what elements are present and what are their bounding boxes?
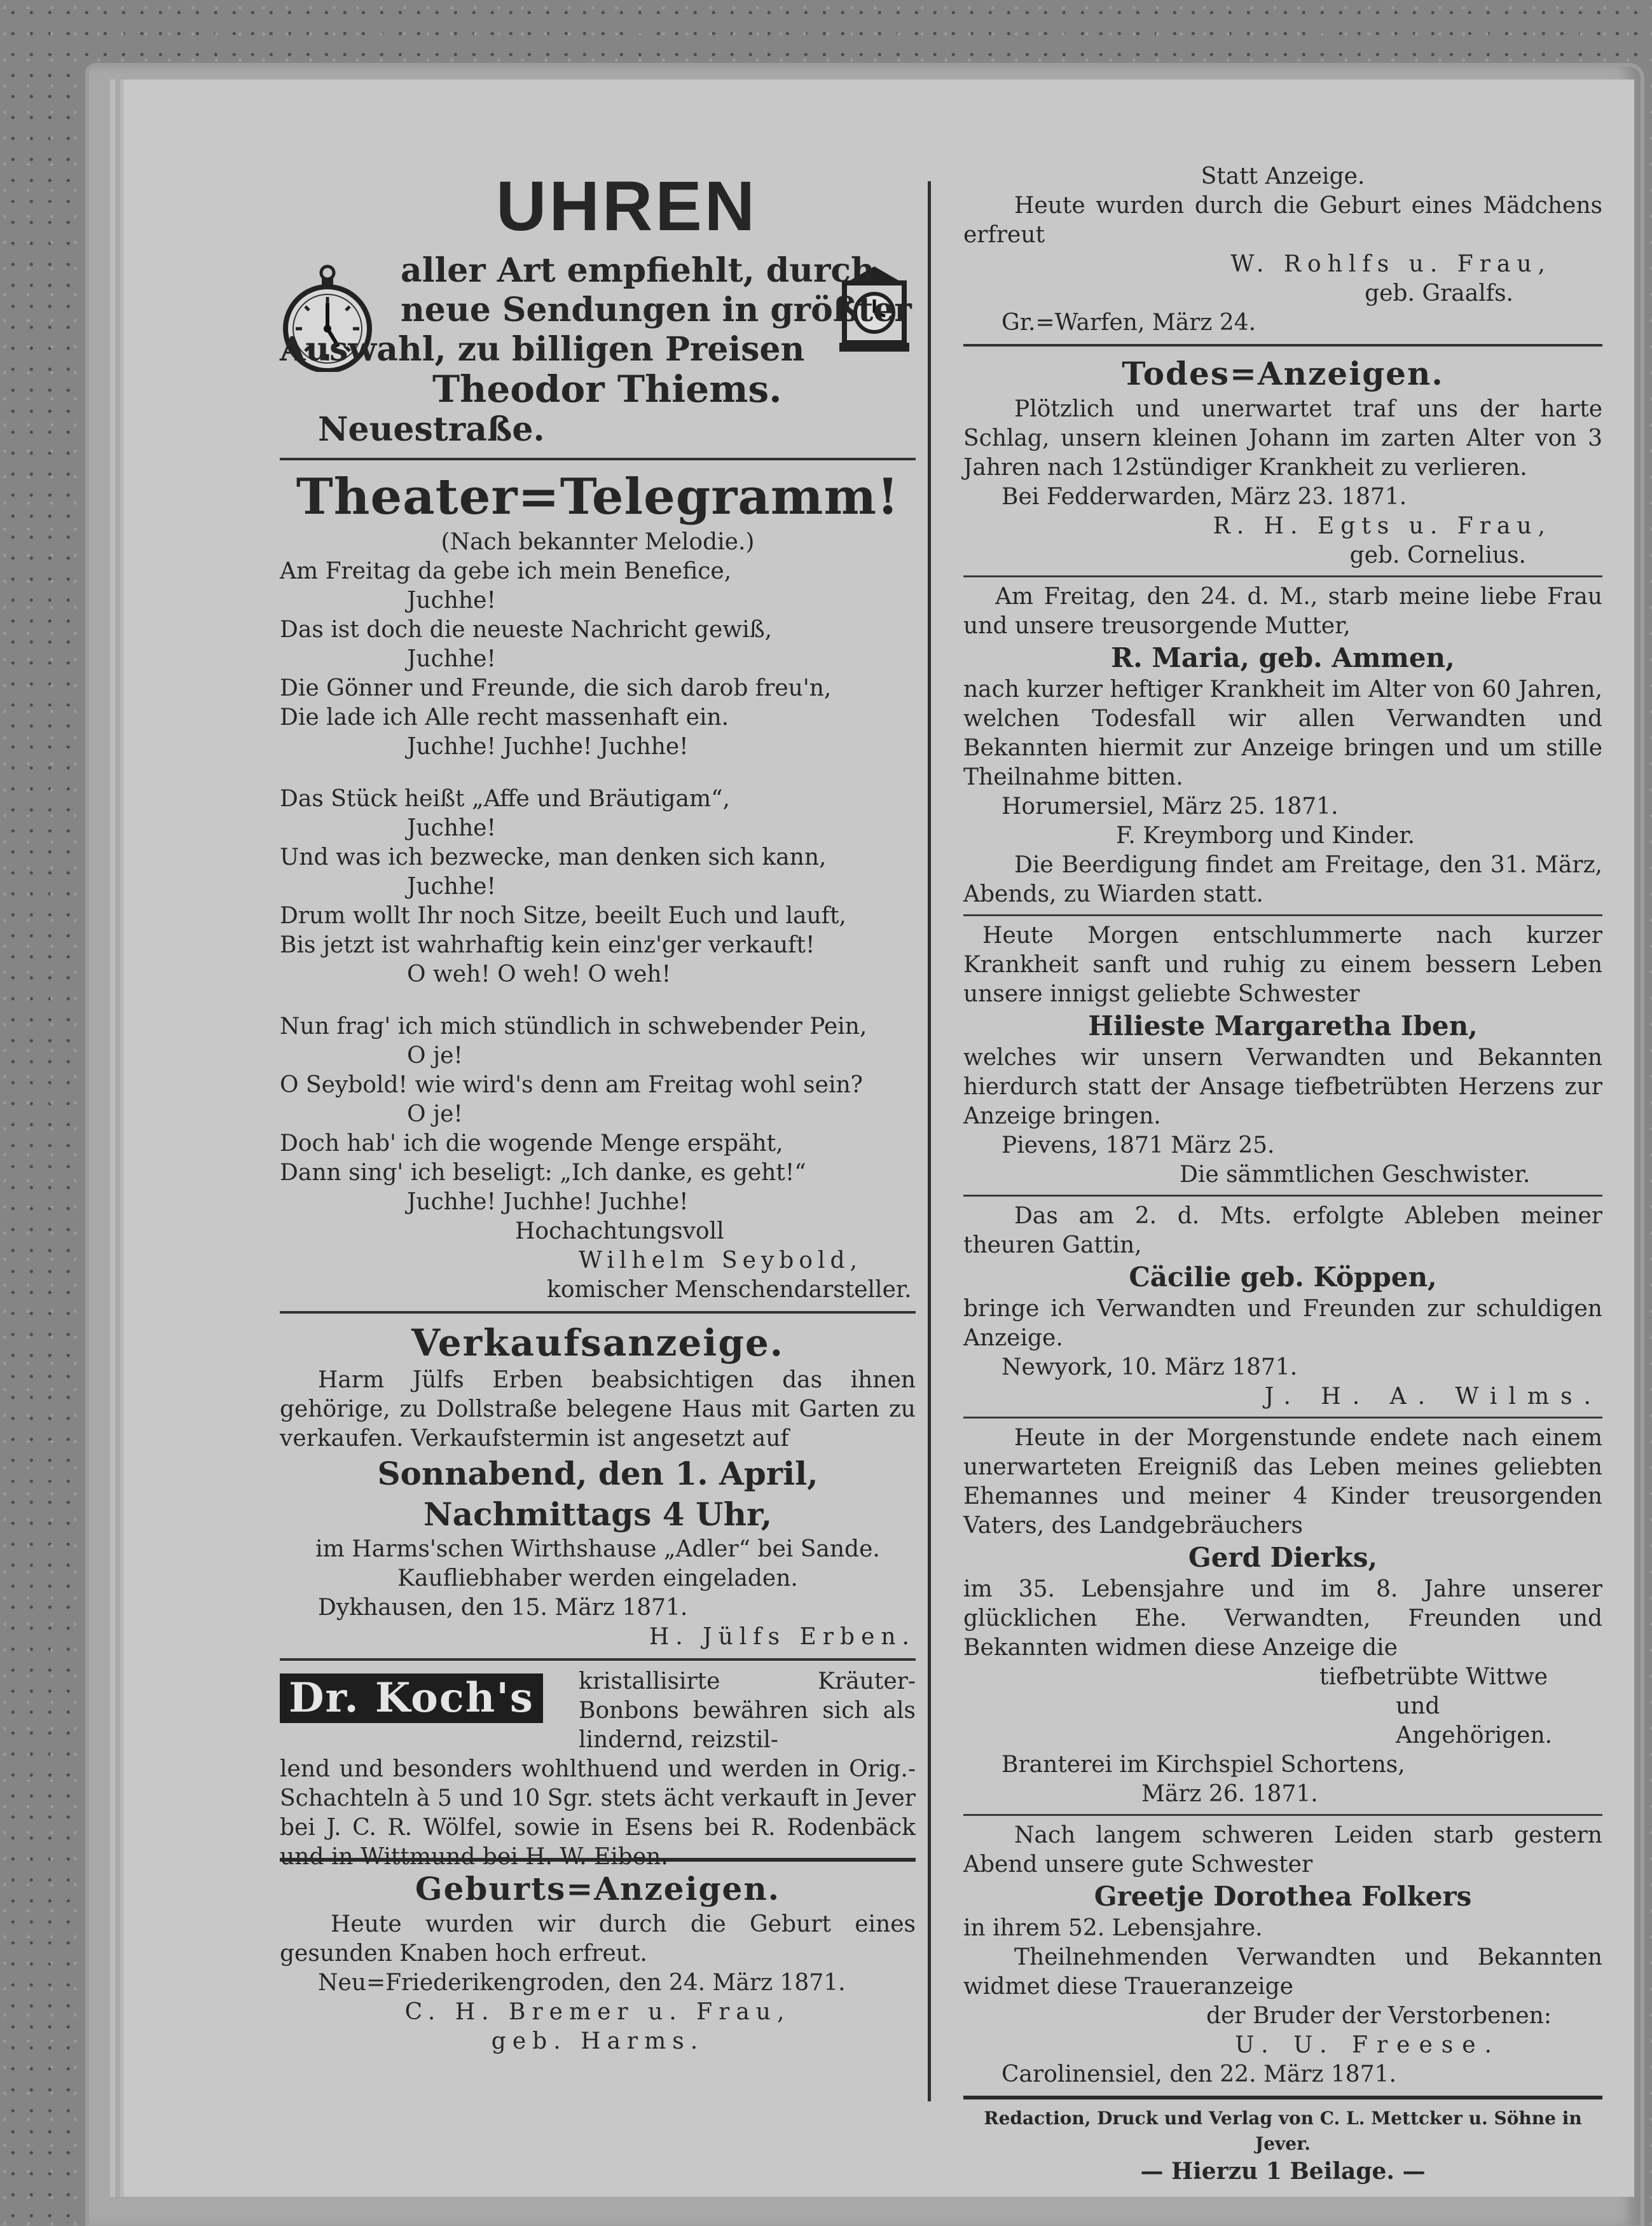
notice-rule bbox=[963, 575, 1602, 577]
right-column bbox=[963, 162, 1602, 2186]
theater-role: komischer Menschendarsteller. bbox=[547, 1277, 912, 1303]
verkauf-time: Nachmittags 4 Uhr, bbox=[423, 1495, 773, 1533]
deceased-name: R. Maria, geb. Ammen, bbox=[1111, 642, 1455, 673]
notice-sign: F. Kreymborg und Kinder. bbox=[1116, 823, 1415, 849]
verkauf-text: Harm Jülfs Erben beabsichtigen das ihnen gehörige, zu Dollstraße belegene Haus mit Garten zu verkaufen. Verkaufstermin ist angesetzt auf bbox=[280, 1367, 916, 1452]
notice-sign: Die sämmtlichen Geschwister. bbox=[1180, 1162, 1531, 1188]
theater-title: Theater=Telegramm! bbox=[296, 468, 900, 526]
column-divider bbox=[928, 181, 931, 2101]
uhren-advertisement bbox=[280, 168, 916, 451]
notice-text: Theilnehmenden Verwandten und Bekannten widmet diese Traueranzeige bbox=[963, 1944, 1602, 2000]
verse-line: O je! bbox=[407, 1043, 463, 1069]
verse-line: Das Stück heißt „Affe und Bräutigam“, bbox=[280, 786, 730, 812]
section-rule bbox=[280, 1658, 916, 1661]
todes-anzeige-5 bbox=[963, 1424, 1602, 1809]
verse-line: Juchhe! Juchhe! Juchhe! bbox=[407, 734, 689, 760]
verse-line: Das ist doch die neueste Nachricht gewiß, bbox=[280, 617, 773, 643]
notice-text: im 35. Lebensjahre und im 8. Jahre unserer glücklichen Ehe. Verwandten, Freunden und Bekannten widmen diese Anzeige die bbox=[963, 1576, 1602, 1661]
notice-text: welches wir unsern Verwandten und Bekannten hierdurch statt der Ansage tiefbetrübten Herzens zur Anzeige bringen. bbox=[963, 1045, 1602, 1129]
uhren-line-3: Auswahl, zu billigen Preisen bbox=[280, 330, 805, 369]
notice-dateline: Bei Fedderwarden, März 23. 1871. bbox=[1002, 484, 1407, 510]
uhren-line-1: aller Art empfiehlt, durch bbox=[401, 251, 875, 290]
supplement-note: — Hierzu 1 Beilage. — bbox=[1140, 2158, 1426, 2185]
notice-sign: tiefbetrübte Wittwe bbox=[1319, 1664, 1548, 1690]
koch-logo: Dr. Koch's bbox=[280, 1673, 543, 1723]
todes-anzeigen bbox=[963, 353, 1602, 2089]
notice-sign: geb. Cornelius. bbox=[1349, 542, 1526, 568]
verkauf-sign: H. Jülfs Erben. bbox=[649, 1624, 916, 1650]
deceased-name: Greetje Dorothea Folkers bbox=[1094, 1881, 1472, 1912]
theater-telegram bbox=[280, 467, 916, 1305]
geburt-sign-2: geb. Harms. bbox=[491, 2028, 705, 2054]
verse-line: Dann sing' ich beseligt: „Ich danke, es geht!“ bbox=[280, 1160, 806, 1186]
verse-line: O Seybold! wie wird's denn am Freitag wohl sein? bbox=[280, 1072, 863, 1098]
verse-3 bbox=[280, 1012, 916, 1217]
verse-2 bbox=[280, 785, 916, 989]
notice-dateline: März 26. 1871. bbox=[1141, 1781, 1318, 1807]
deceased-name: Cäcilie geb. Köppen, bbox=[1129, 1261, 1437, 1293]
section-rule bbox=[280, 458, 916, 460]
todes-anzeige-3 bbox=[963, 921, 1602, 1190]
koch-text: kristallisirte Kräuter-Bonbons bewähren sich als lindernd, reizstil- bbox=[579, 1668, 916, 1753]
statt-head: Statt Anzeige. bbox=[1201, 163, 1365, 189]
uhren-merchant-name: Theodor Thiems. bbox=[432, 368, 782, 411]
verkaufsanzeige bbox=[280, 1320, 916, 1652]
notice-note: Die Beerdigung findet am Freitage, den 31. März, Abends, zu Wiarden statt. bbox=[963, 852, 1602, 907]
verse-line: Bis jetzt ist wahrhaftig kein einz'ger verkauft! bbox=[280, 932, 815, 958]
verse-line: Doch hab' ich die wogende Menge erspäht, bbox=[280, 1130, 783, 1157]
notice-sign: der Bruder der Verstorbenen: bbox=[1206, 2003, 1552, 2029]
section-rule bbox=[280, 1311, 916, 1314]
notice-text: bringe ich Verwandten und Freunden zur schuldigen Anzeige. bbox=[963, 1296, 1602, 1351]
deceased-name: Gerd Dierks, bbox=[1188, 1542, 1378, 1573]
geburt-sign-1: C. H. Bremer u. Frau, bbox=[404, 1999, 791, 2025]
notice-rule bbox=[963, 1814, 1602, 1816]
verse-line: Drum wollt Ihr noch Sitze, beeilt Euch und lauft, bbox=[280, 903, 846, 929]
notice-text: Plötzlich und unerwartet traf uns der harte Schlag, unsern kleinen Johann im zarten Alter von 3 Jahren nach 12stündiger Krankheit zu verlieren. bbox=[963, 396, 1602, 481]
statt-anzeige bbox=[963, 162, 1602, 338]
theater-closing: Hochachtungsvoll bbox=[515, 1218, 724, 1244]
verkauf-place: im Harms'schen Wirthshause „Adler“ bei Sande. bbox=[315, 1536, 880, 1562]
notice-sign: und Angehörigen. bbox=[1396, 1693, 1553, 1749]
imprint bbox=[963, 2106, 1602, 2186]
left-column bbox=[280, 168, 916, 2056]
notice-sign: U. U. Freese. bbox=[1235, 2032, 1501, 2058]
geburt-dateline: Neu=Friederikengroden, den 24. März 1871. bbox=[318, 1970, 846, 1996]
todes-anzeige-4 bbox=[963, 1202, 1602, 1412]
verse-line: Juchhe! bbox=[407, 587, 496, 614]
notice-sign: R. H. Egts u. Frau, bbox=[1213, 513, 1552, 539]
statt-sign-2: geb. Graalfs. bbox=[1365, 280, 1513, 306]
verkauf-title: Verkaufsanzeige. bbox=[411, 1321, 784, 1364]
section-rule bbox=[963, 344, 1602, 347]
notice-dateline: Newyork, 10. März 1871. bbox=[1002, 1354, 1298, 1380]
notice-text: Das am 2. d. Mts. erfolgte Ableben meiner theuren Gattin, bbox=[963, 1203, 1602, 1258]
verkauf-invite: Kaufliebhaber werden eingeladen. bbox=[397, 1565, 798, 1591]
verkauf-date: Sonnabend, den 1. April, bbox=[377, 1455, 818, 1492]
notice-rule bbox=[963, 1417, 1602, 1419]
verse-line: O je! bbox=[407, 1101, 463, 1127]
verse-line: Nun frag' ich mich stündlich in schwebender Pein, bbox=[280, 1013, 867, 1040]
notice-text: Heute in der Morgenstunde endete nach einem unerwarteten Ereigniß das Leben meines geliebten Ehemannes und meiner 4 Kinder treusorgenden Vaters, des Landgebräuchers bbox=[963, 1425, 1602, 1539]
notice-dateline: Horumersiel, März 25. 1871. bbox=[1002, 794, 1339, 820]
imprint-line: Redaction, Druck und Verlag von C. L. Mettcker u. Söhne in Jever. bbox=[984, 2108, 1582, 2154]
koch-text-continued: lend und besonders wohlthuend und werden in Orig.-Schachteln à 5 und 10 Sgr. stets ächt verkauft in Jever bei J. C. R. Wölfel, sowie in Esens bei R. Rodenbäck und in Wittmund bei H. W. Eiben. bbox=[280, 1756, 916, 1870]
geburts-anzeigen bbox=[280, 1868, 916, 2056]
uhren-street: Neuestraße. bbox=[318, 410, 545, 449]
geburt-text: Heute wurden wir durch die Geburt eines gesunden Knaben hoch erfreut. bbox=[280, 1911, 916, 1967]
verse-1 bbox=[280, 557, 916, 762]
verse-line: Juchhe! bbox=[407, 815, 496, 841]
verse-line: Juchhe! bbox=[407, 646, 496, 672]
deceased-name: Hilieste Margaretha Iben, bbox=[1088, 1010, 1478, 1041]
koch-advertisement bbox=[280, 1667, 916, 1870]
verse-line: Die lade ich Alle recht massenhaft ein. bbox=[280, 704, 729, 731]
verkauf-dateline: Dykhausen, den 15. März 1871. bbox=[318, 1595, 688, 1621]
verse-line: Juchhe! Juchhe! Juchhe! bbox=[407, 1189, 689, 1215]
notice-text: Heute Morgen entschlummerte nach kurzer Krankheit sanft und ruhig zu einem bessern Leben unsere innigst geliebte Schwester bbox=[963, 923, 1602, 1007]
verse-line: Am Freitag da gebe ich mein Benefice, bbox=[280, 558, 732, 584]
verse-line: Die Gönner und Freunde, die sich darob freu'n, bbox=[280, 675, 832, 701]
section-rule bbox=[963, 2096, 1602, 2099]
uhren-title: UHREN bbox=[496, 167, 758, 245]
uhren-line-2: neue Sendungen in größter bbox=[401, 291, 912, 329]
notice-text: nach kurzer heftiger Krankheit im Alter von 60 Jahren, welchen Todesfall wir allen Verwandten und Bekannten hiermit zur Anzeige bringen und um stille Theilnahme bitten. bbox=[963, 677, 1602, 790]
todes-anzeige-2 bbox=[963, 582, 1602, 909]
geburt-title: Geburts=Anzeigen. bbox=[415, 1870, 781, 1907]
todes-title: Todes=Anzeigen. bbox=[1122, 355, 1444, 392]
newspaper-page bbox=[124, 79, 1634, 2197]
theater-subtitle: (Nach bekannter Melodie.) bbox=[441, 529, 755, 555]
verse-line: O weh! O weh! O weh! bbox=[407, 961, 671, 987]
notice-dateline: Carolinensiel, den 22. März 1871. bbox=[1002, 2061, 1396, 2087]
todes-anzeige-6 bbox=[963, 1821, 1602, 2089]
verse-line: Juchhe! bbox=[407, 874, 496, 900]
notice-dateline: Branterei im Kirchspiel Schortens, bbox=[1002, 1752, 1405, 1778]
statt-dateline: Gr.=Warfen, März 24. bbox=[1002, 310, 1256, 336]
notice-sign: J. H. A. Wilms. bbox=[1264, 1384, 1602, 1410]
notice-dateline: Pievens, 1871 März 25. bbox=[1002, 1132, 1275, 1158]
notice-rule bbox=[963, 1195, 1602, 1197]
theater-signature: Wilhelm Seybold, bbox=[579, 1247, 863, 1274]
todes-anzeige-1 bbox=[963, 395, 1602, 570]
notice-text: Am Freitag, den 24. d. M., starb meine liebe Frau und unsere treusorgende Mutter, bbox=[963, 584, 1602, 639]
notice-rule bbox=[963, 914, 1602, 916]
notice-text: in ihrem 52. Lebensjahre. bbox=[963, 1915, 1263, 1941]
statt-sign-1: W. Rohlfs u. Frau, bbox=[1230, 251, 1552, 277]
verse-line: Und was ich bezwecke, man denken sich kann, bbox=[280, 844, 827, 870]
statt-text: Heute wurden durch die Geburt eines Mädchens erfreut bbox=[963, 193, 1602, 248]
notice-text: Nach langem schweren Leiden starb gestern Abend unsere gute Schwester bbox=[963, 1822, 1602, 1878]
